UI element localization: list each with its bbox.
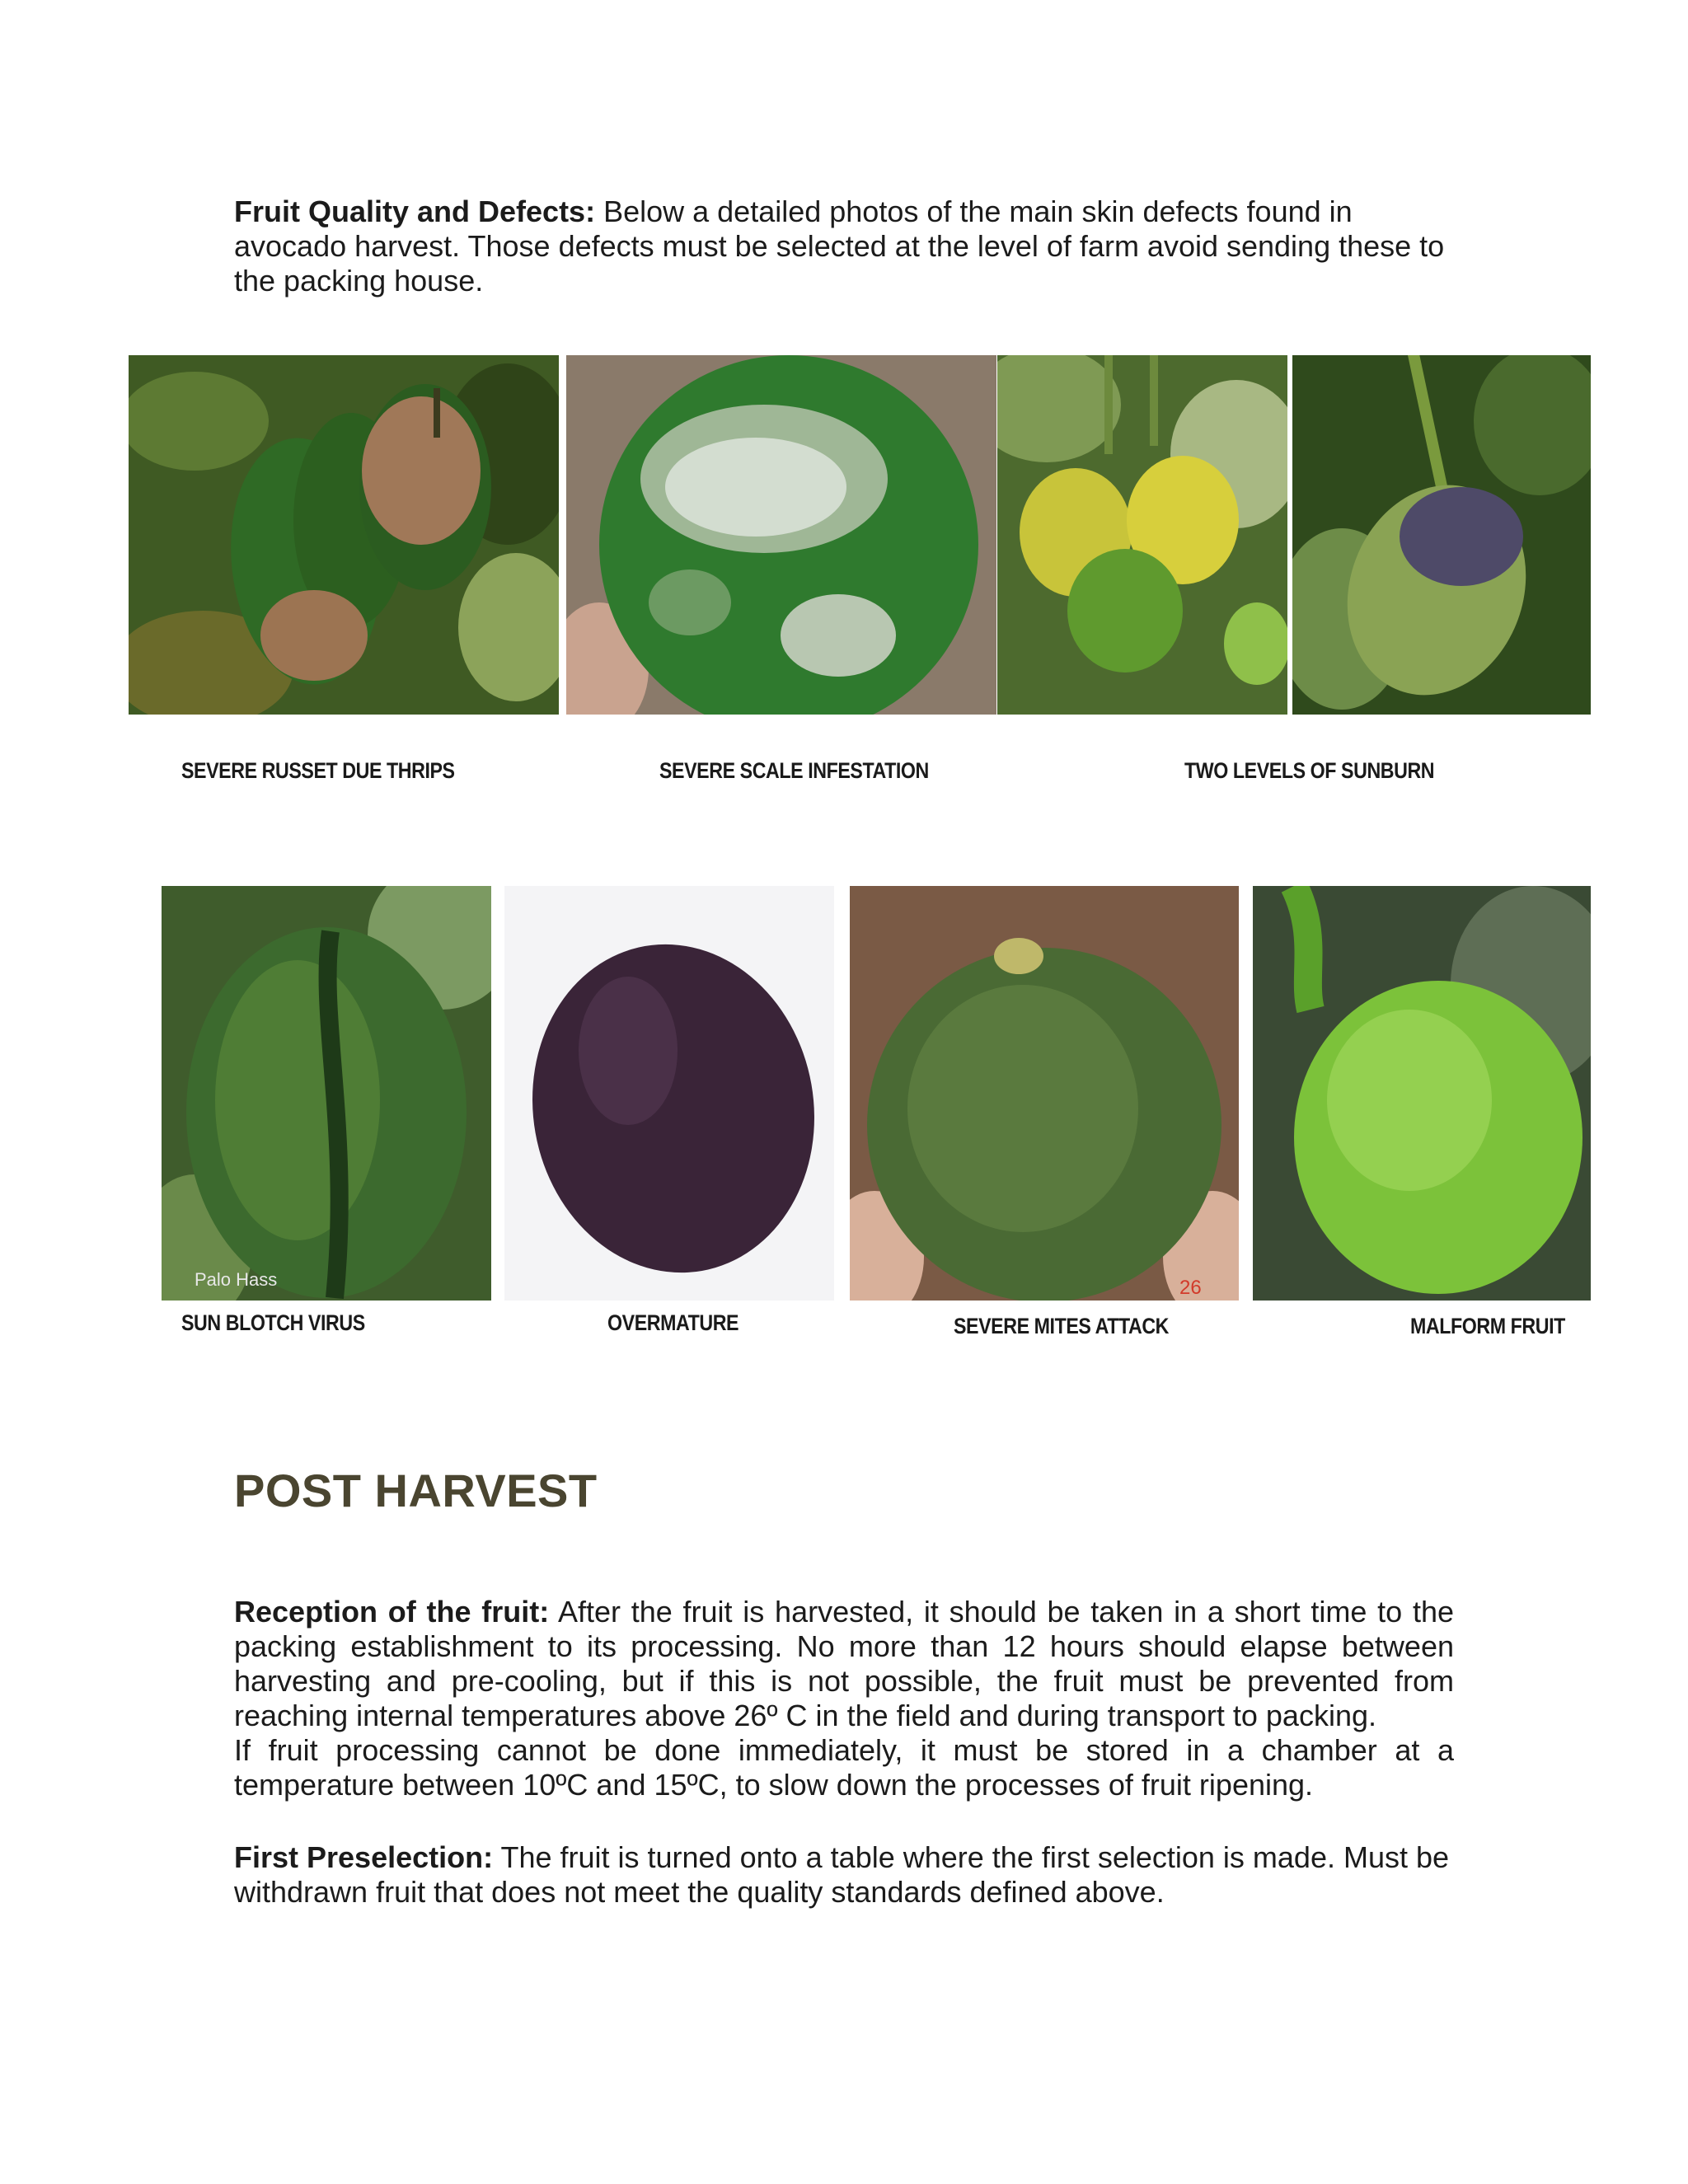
caption-sunburn: TWO LEVELS OF SUNBURN	[1184, 758, 1435, 783]
preselection-text: The fruit is turned onto a table where the first selection is made. Must be withdrawn fruit that does not meet the quality standards defined above.	[234, 1840, 1450, 1909]
preselection-lead: First Preselection:	[234, 1840, 494, 1874]
photo-mites-attack	[850, 886, 1239, 1301]
caption-malform-fruit: MALFORM FRUIT	[1410, 1314, 1565, 1338]
reception-paragraph	[234, 1595, 1454, 1733]
photo-russet-thrips	[129, 355, 559, 715]
caption-sun-blotch-virus: SUN BLOTCH VIRUS	[181, 1310, 365, 1335]
photo-mark-palo-hass: Palo Hass	[195, 1269, 278, 1290]
photo-sun-blotch-virus	[162, 886, 491, 1301]
intro-paragraph	[234, 194, 1454, 298]
photo-overmature	[504, 886, 834, 1301]
caption-mites-attack: SEVERE MITES ATTACK	[954, 1314, 1170, 1338]
section-title-post-harvest: POST HARVEST	[234, 1465, 598, 1516]
photo-mark-26: 26	[1179, 1277, 1202, 1299]
reception-text: After the fruit is harvested, it should be taken in a short time to the packing establishment to its processing. No more than 12 hours should elapse between harvesting and pre-cooling, but if this is not possible, the fruit must be prevented from reaching internal temperatures above 26º C in the field and during transport to packing.	[234, 1595, 1454, 1732]
caption-overmature: OVERMATURE	[607, 1310, 739, 1335]
photo-malform-fruit	[1253, 886, 1591, 1301]
reception-lead: Reception of the fruit:	[234, 1595, 550, 1629]
photo-scale-infestation	[566, 355, 996, 715]
photo-sunburn-purple	[1292, 355, 1591, 715]
intro-text: Below a detailed photos of the main skin defects found in avocado harvest. Those defects must be selected at the level of farm avoid sending these to the packing house.	[234, 194, 1445, 298]
photo-sunburn-yellow	[997, 355, 1287, 715]
caption-russet-thrips: SEVERE RUSSET DUE THRIPS	[181, 758, 455, 783]
intro-lead: Fruit Quality and Defects:	[234, 194, 596, 228]
reception-paragraph-2: If fruit processing cannot be done immediately, it must be stored in a chamber at a temperature between 10ºC and 15ºC, to slow down the processes of fruit ripening.	[234, 1733, 1454, 1802]
preselection-paragraph	[234, 1840, 1454, 1910]
caption-scale-infestation: SEVERE SCALE INFESTATION	[659, 758, 929, 783]
